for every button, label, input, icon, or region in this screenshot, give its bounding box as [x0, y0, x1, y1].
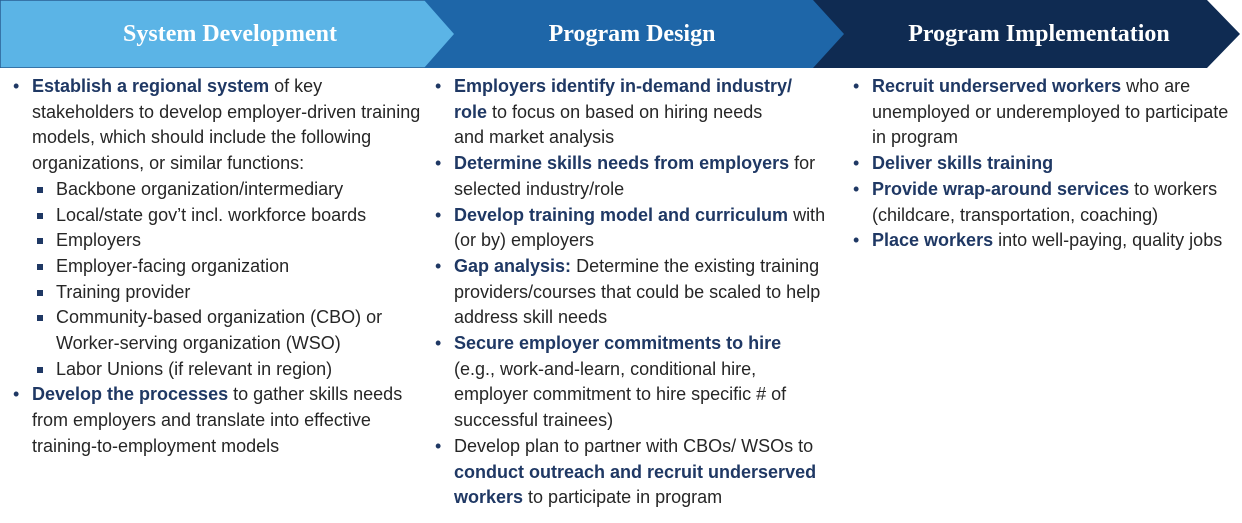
list-item: [430, 203, 830, 254]
item-pre: Develop plan to partner with CBOs/ WSOs to: [454, 435, 814, 456]
item-bold: Deliver skills training: [872, 153, 1054, 174]
list-item: [430, 254, 824, 331]
stage-title-system-development: System Development: [123, 21, 337, 47]
item-bold: Employers identify in-demand industry/ role: [454, 76, 793, 122]
list-item: [430, 151, 830, 202]
item-text: of key stakeholders to develop employer-driven training models, which should include the following organizations, or similar functions:: [32, 76, 421, 174]
sub-list-item: Training provider: [8, 280, 428, 306]
item-bold: Secure employer commitments to hire: [454, 333, 782, 354]
list-item: [430, 74, 794, 151]
list-item: [848, 177, 1242, 228]
column-program-implementation: [848, 74, 1233, 254]
list-item: [430, 331, 809, 434]
item-text: (e.g., work-and-learn, conditional hire, employer commitment to hire specific # of successful trainees): [454, 358, 787, 431]
item-text: Determine the existing training providers/courses that could be scaled to help address skill needs: [454, 255, 821, 328]
item-bold: conduct outreach and recruit underserved workers: [454, 461, 817, 508]
list-item: [8, 382, 427, 459]
item-bold: Determine skills needs from employers: [454, 153, 790, 174]
item-bold: Develop the processes: [32, 384, 229, 405]
stage-title-program-design: Program Design: [548, 21, 716, 47]
sub-list-item: Local/state gov’t incl. workforce boards: [8, 203, 428, 229]
item-bold: Provide wrap-around services: [872, 178, 1130, 199]
item-bold: Place workers: [872, 230, 994, 251]
item-bold: Establish a regional system: [32, 76, 270, 96]
list-item: [848, 151, 1233, 177]
bullet-list: [848, 74, 1233, 254]
item-text: who are unemployed or underemployed to participate in program: [872, 76, 1229, 148]
item-bold: Develop training model and curriculum: [454, 204, 789, 225]
list-item: [430, 434, 839, 511]
item-text: for selected industry/role: [454, 153, 816, 199]
item-text: to workers (childcare, transportation, coaching): [872, 178, 1218, 225]
item-text: to gather skills needs from employers and translate into effective training-to-employment models: [32, 384, 403, 456]
column-program-design: [430, 74, 830, 511]
sub-list-item: Labor Unions (if relevant in region): [8, 357, 428, 383]
list-item: [848, 228, 1233, 254]
item-text: to focus on based on hiring needs and market analysis: [454, 101, 763, 148]
sub-list-item: Backbone organization/intermediary: [8, 177, 428, 203]
list-item: [8, 74, 428, 177]
bullet-list: [430, 74, 830, 511]
sub-list-item: Community-based organization (CBO) or Worker-serving organization (WSO): [8, 305, 386, 356]
column-system-development: [8, 74, 428, 460]
item-text: into well-paying, quality jobs: [993, 230, 1223, 251]
item-bold: Gap analysis:: [454, 255, 572, 276]
bullet-list: [8, 74, 428, 460]
item-text: to participate in program: [523, 487, 723, 508]
item-text: with (or by) employers: [454, 204, 826, 251]
item-bold: Recruit underserved workers: [872, 76, 1122, 96]
stage-title-program-implementation: Program Implementation: [908, 21, 1170, 47]
sub-list-item: Employers: [8, 228, 428, 254]
list-item: [848, 74, 1232, 151]
sub-list-item: Employer-facing organization: [8, 254, 428, 280]
